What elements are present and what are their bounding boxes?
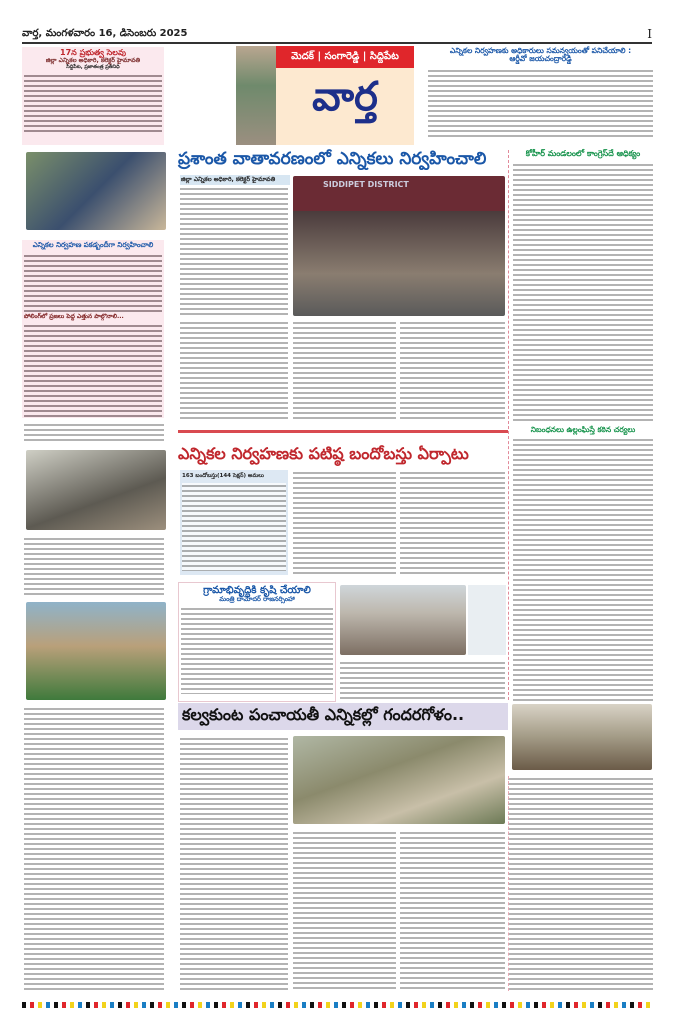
rules-headline: నిబంధనలు ఉల్లంఘిస్తే కఠిన చర్యలు (530, 424, 636, 434)
photo-meeting (26, 450, 166, 530)
body-text (428, 68, 653, 140)
story-village (178, 582, 336, 702)
headline: కోహీర్ మండలంలో కాంగ్రెస్‌దే ఆధిక్యం (525, 149, 641, 158)
main-sub: జిల్లా ఎన్నికల అధికారి, కలెక్టర్ హైమావతి (180, 175, 290, 185)
body-text (400, 470, 505, 575)
body-text (508, 776, 653, 991)
story-kohir (508, 150, 653, 700)
divider (178, 430, 508, 433)
body-text (180, 320, 288, 420)
page-header (22, 26, 652, 44)
body-text (24, 706, 164, 991)
story-officers (428, 47, 653, 145)
story-holiday (22, 47, 164, 145)
box-title: 163 బందోబస్తు(144 సెక్షన్) అమలు (182, 473, 264, 479)
body-text (24, 536, 164, 596)
security-headline: ఎన్నికల నిర్వహణకు పటిష్ఠ బందోబస్తు ఏర్పాటు (178, 444, 469, 463)
body-text (180, 186, 288, 316)
dateline: సిద్దిపేట, ప్రజాతంత్ర ప్రతినిధి (66, 64, 120, 71)
headline: ఎన్నికల నిర్వహణకు అధికారులు సమన్వయంతో పనిచేయాలి : ఆర్డీవో జయచంద్రారెడ్డి (449, 46, 632, 64)
subheadline: జిల్లా ఎన్నికల అధికారి, కలెక్టర్ హైమావతి (45, 56, 141, 64)
body-text (293, 830, 396, 990)
photo-kalvakunta (293, 736, 505, 824)
body-text (24, 323, 162, 418)
photo-collector-meeting (293, 176, 505, 316)
body-text (24, 73, 162, 133)
color-registration-bar (22, 1002, 652, 1008)
body-text (513, 437, 653, 702)
logo (276, 74, 414, 130)
body-text (24, 422, 164, 444)
body-text (293, 470, 396, 575)
body-text (400, 830, 505, 990)
photo-minister (340, 585, 466, 655)
headline: గ్రామాభివృద్ధికి కృషి చేయాలి (203, 585, 311, 596)
body-text (182, 483, 286, 571)
story-duties (22, 240, 164, 418)
security-box (180, 470, 288, 575)
body-text (400, 320, 505, 420)
body-text (340, 660, 505, 702)
headline: ఎన్నికల నిర్వహణ పకడ్బందీగా నిర్వహించాలి (32, 241, 154, 249)
body-text (24, 253, 162, 313)
kalvakunta-headline-band (178, 703, 508, 730)
headline: 17న ప్రభుత్వ సెలవు (60, 48, 126, 57)
masthead-photos (236, 46, 276, 145)
photo-officials (26, 152, 166, 230)
body-text (181, 606, 333, 694)
body-text (513, 162, 653, 422)
page-number: I (647, 27, 652, 41)
logo-text: వార్త (312, 74, 378, 120)
subheadline: మంత్రి దామోదర్ రాజనర్సింహా (219, 595, 295, 603)
district-band (276, 46, 414, 68)
photo-campaign (512, 704, 652, 770)
main-headline: ప్రశాంత వాతావరణంలో ఎన్నికలు నిర్వహించాలి (178, 149, 487, 169)
districts-label: మెదక్ | సంగారెడ్డి | సిద్దిపేట (291, 51, 399, 62)
photo-caption (468, 585, 506, 655)
subhead: పోలింగ్‌లో ప్రజలు పెద్ద ఎత్తున పాల్గొనాలి... (24, 312, 124, 320)
kalvakunta-headline: కల్వకుంట పంచాయతీ ఎన్నికల్లో గందరగోళం.. (182, 705, 465, 724)
body-text (293, 320, 396, 420)
photo-women-voters (26, 602, 166, 700)
header-title: వార్త, మంగళవారం 16, డిసెంబరు 2025 (22, 28, 188, 39)
body-text (180, 736, 288, 991)
masthead (236, 46, 414, 145)
photo-sign: SIDDIPET DISTRICT (323, 180, 409, 189)
